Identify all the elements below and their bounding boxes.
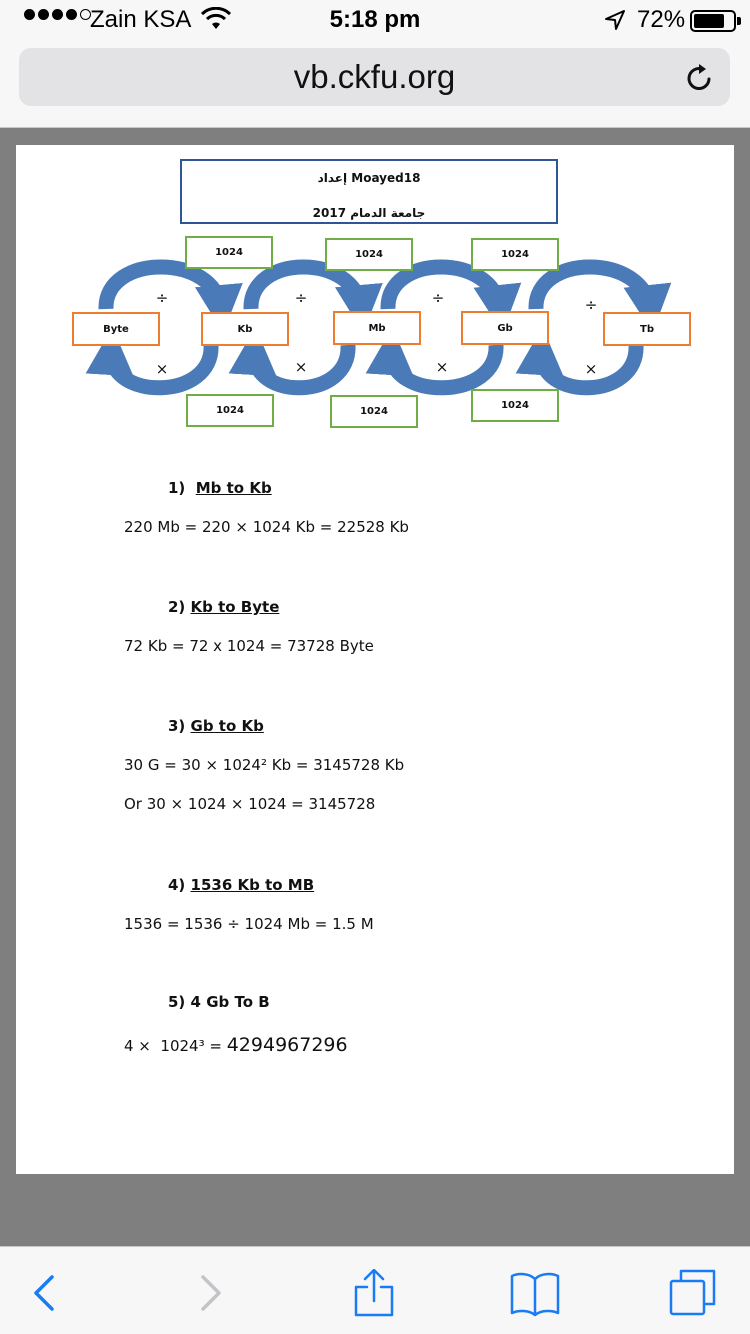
example-title: Kb to Byte <box>190 598 280 616</box>
example-title: 4 Gb To B <box>190 993 270 1011</box>
unit-byte: Byte <box>103 324 129 335</box>
example-line: 4 × 1024³ = 4294967296 <box>124 1034 348 1056</box>
browser-top-bar <box>0 0 750 128</box>
bookmarks-button[interactable] <box>510 1269 560 1317</box>
multiply-symbol: × <box>294 358 308 376</box>
battery-icon <box>690 10 736 32</box>
header-line-1: إعداد Moayed18 <box>317 171 421 185</box>
location-arrow-icon <box>604 9 626 31</box>
reload-icon[interactable] <box>684 63 714 93</box>
example-heading: 1) Mb to Kb <box>168 479 272 497</box>
factor-top: 1024 <box>215 247 243 258</box>
example-heading: 4) 1536 Kb to MB <box>168 876 315 894</box>
unit-conversion-diagram <box>16 145 734 445</box>
chevron-right-icon <box>203 1277 219 1309</box>
divide-symbol: ÷ <box>294 289 308 307</box>
factor-bottom: 1024 <box>360 406 388 417</box>
divide-symbol: ÷ <box>584 296 598 314</box>
example-line: Or 30 × 1024 × 1024 = 3145728 <box>124 795 376 813</box>
tabs-button[interactable] <box>668 1269 718 1317</box>
multiply-symbol: × <box>155 360 169 378</box>
share-icon <box>356 1270 392 1315</box>
unit-gb: Gb <box>497 323 513 334</box>
example-line: 72 Kb = 72 x 1024 = 73728 Byte <box>124 637 374 655</box>
factor-top: 1024 <box>355 249 383 260</box>
carrier-name: Zain KSA <box>90 6 192 33</box>
share-button[interactable] <box>349 1269 399 1317</box>
book-icon <box>512 1274 558 1315</box>
multiply-symbol: × <box>435 358 449 376</box>
forward-button[interactable] <box>185 1269 235 1317</box>
header-box <box>181 160 557 223</box>
clock: 5:18 pm <box>329 6 421 33</box>
unit-kb: Kb <box>237 324 253 335</box>
example-title: 1536 Kb to MB <box>190 876 315 894</box>
multiply-symbol: × <box>584 360 598 378</box>
address-bar[interactable] <box>19 48 730 106</box>
example-heading: 2) Kb to Byte <box>168 598 280 616</box>
example-line: 1536 = 1536 ÷ 1024 Mb = 1.5 M <box>124 915 374 933</box>
chevron-left-icon <box>36 1277 52 1309</box>
battery-percentage: 72% <box>637 6 686 33</box>
example-title: Gb to Kb <box>190 717 264 735</box>
example-heading: 5) 4 Gb To B <box>168 993 270 1011</box>
factor-bottom: 1024 <box>216 405 244 416</box>
url-text[interactable]: vb.ckfu.org <box>293 58 456 95</box>
unit-tb: Tb <box>640 324 654 335</box>
unit-mb: Mb <box>368 323 386 334</box>
example-line: 30 G = 30 × 1024² Kb = 3145728 Kb <box>124 756 405 774</box>
safari-toolbar <box>0 1246 750 1334</box>
factor-top: 1024 <box>501 249 529 260</box>
factor-bottom: 1024 <box>501 400 529 411</box>
back-button[interactable] <box>22 1269 72 1317</box>
example-title: Mb to Kb <box>195 479 272 497</box>
example-result: 4294967296 <box>226 1034 348 1056</box>
divide-symbol: ÷ <box>155 289 169 307</box>
example-heading: 3) Gb to Kb <box>168 717 264 735</box>
status-bar <box>0 0 750 42</box>
divide-symbol: ÷ <box>431 289 445 307</box>
document-page <box>16 145 734 1174</box>
example-line: 220 Mb = 220 × 1024 Kb = 22528 Kb <box>124 518 409 536</box>
header-line-2: جامعة الدمام 2017 <box>312 206 426 220</box>
tabs-icon <box>671 1271 714 1314</box>
